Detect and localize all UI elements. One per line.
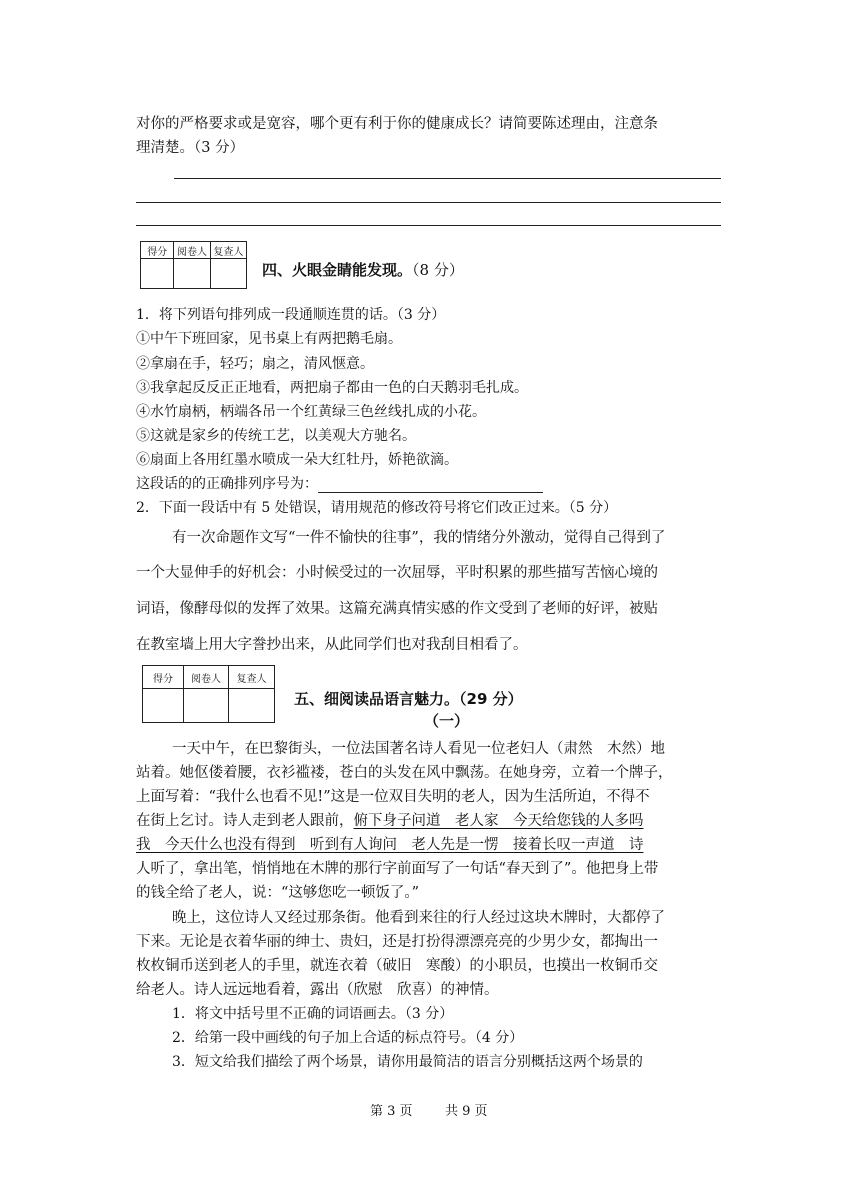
s4-order-line <box>136 475 543 493</box>
section5-subheading <box>424 711 469 731</box>
section4-heading <box>262 260 464 280</box>
s4-q1: 1．将下列语句排列成一段通顺连贯的话。（3 分） <box>136 307 446 323</box>
score-cell[interactable] <box>141 259 174 289</box>
s5-question-2: 2．给第一段中画线的句子加上合适的标点符号。（4 分） <box>172 1030 524 1046</box>
section5-heading <box>294 689 523 709</box>
answer-line-3 <box>136 225 721 226</box>
page-number: 第 3 页 <box>370 1104 413 1119</box>
score-header: 得分 <box>143 666 184 689</box>
underlined-sentence-part1: 俯下身子问道 老人家 今天给您钱的人多吗 <box>353 813 644 829</box>
s4-passage-line1: 有一次命题作文写“一件不愉快的往事”，我的情绪分外激动，觉得自己得到了 <box>172 530 666 546</box>
s5-p2-line1: 晚上，这位诗人又经过那条街。他看到来往的行人经过这块木牌时，大都停了 <box>172 910 665 926</box>
s5-p1-line2: 站着。她伛偻着腰，衣衫褴褛，苍白的头发在风中飘荡。在她身旁，立着一个牌子， <box>136 765 673 781</box>
s4-passage-line4: 在教室墙上用大字誊抄出来，从此同学们也对我刮目相看了。 <box>136 637 528 653</box>
reviewer-header: 复查人 <box>229 666 275 689</box>
s5-p1-line4-text: 在街上乞讨。诗人走到老人跟前， <box>136 813 354 829</box>
s4-passage-line3: 词语，像酵母似的发挥了效果。这篇充满真情实感的作文受到了老师的好评，被贴 <box>136 601 658 617</box>
reviewer-cell[interactable] <box>229 689 275 723</box>
s4-q2: 2．下面一段话中有 5 处错误，请用规范的修改符号将它们改正过来。（5 分） <box>136 500 618 516</box>
section4-points: （8 分） <box>412 261 464 279</box>
grader-cell[interactable] <box>174 259 210 289</box>
section4-title: 四、火眼金睛能发现。 <box>262 261 413 279</box>
s5-p2-line2: 下来。无论是衣着华丽的绅士、贵妇，还是打扮得漂漂亮亮的少男少女，都掏出一 <box>136 934 658 950</box>
section5-sub: （一） <box>424 712 470 730</box>
s5-p1-line8: 的钱全给了老人，说：“这够您吃一顿饭了。” <box>136 885 420 901</box>
s5-question-3: 3．短文给我们描绘了两个场景，请你用最简洁的语言分别概括这两个场景的 <box>172 1054 643 1070</box>
grader-header: 阅卷人 <box>184 666 229 689</box>
score-table-section4 <box>140 241 247 289</box>
answer-line-1 <box>174 178 721 179</box>
grader-cell[interactable] <box>184 689 229 723</box>
s4-item-6: ⑥扇面上各用红墨水喷成一朵大红牡丹，娇艳欲滴。 <box>136 452 458 468</box>
s5-p1-line4 <box>136 812 644 830</box>
order-prompt: 这段话的的正确排列序号为： <box>136 476 318 492</box>
s5-p1-line3: 上面写着：“我什么也看不见!”这是一位双目失明的老人，因为生活所迫，不得不 <box>136 789 650 805</box>
s5-question-1: 1．将文中括号里不正确的词语画去。（3 分） <box>172 1006 454 1022</box>
reviewer-header: 复查人 <box>210 242 246 259</box>
s4-item-2: ②拿扇在手，轻巧；扇之，清风惬意。 <box>136 356 374 372</box>
answer-line-2 <box>136 202 721 203</box>
s5-p2-line3: 枚枚铜币送到老人的手里，就连衣着（破旧 寒酸）的小职员，也摸出一枚铜币交 <box>136 958 658 974</box>
s4-item-4: ④水竹扇柄，柄端各吊一个红黄绿三色丝线扎成的小花。 <box>136 404 486 420</box>
s5-p1-line7: 人听了，拿出笔，悄悄地在木牌的那行字前面写了一句话“春天到了”。他把身上带 <box>136 861 659 877</box>
q3-text-line2: 理清楚。（3 分） <box>136 140 245 156</box>
s4-item-5: ⑤这就是家乡的传统工艺，以美观大方驰名。 <box>136 428 416 444</box>
s4-item-3: ③我拿起反反正正地看，两把扇子都由一色的白天鹅羽毛扎成。 <box>136 380 528 396</box>
q3-text-line1: 对你的严格要求或是宽容，哪个更有利于你的健康成长？请简要陈述理由，注意条 <box>136 116 658 132</box>
grader-header: 阅卷人 <box>174 242 210 259</box>
s4-passage-line2: 一个大显伸手的好机会：小时候受过的一次屈辱，平时积累的那些描写苦恼心境的 <box>136 565 658 581</box>
reviewer-cell[interactable] <box>210 259 246 289</box>
s4-item-1: ①中午下班回家，见书桌上有两把鹅毛扇。 <box>136 331 402 347</box>
score-header: 得分 <box>141 242 174 259</box>
underlined-sentence-part2: 我 今天什么也没有得到 听到有人询问 老人先是一愣 接着长叹一声道 诗 <box>136 837 644 853</box>
s5-p1-line1: 一天中午，在巴黎街头，一位法国著名诗人看见一位老妇人（肃然 木然）地 <box>172 741 665 757</box>
s5-p2-line4: 给老人。诗人远远地看着，露出（欣慰 欣喜）的神情。 <box>136 982 499 998</box>
order-answer-blank[interactable] <box>318 478 543 493</box>
page-total: 共 9 页 <box>445 1104 488 1119</box>
score-table-section5 <box>142 665 275 723</box>
section5-title: 五、细阅读品语言魅力。（29 分） <box>294 690 523 708</box>
score-cell[interactable] <box>143 689 184 723</box>
